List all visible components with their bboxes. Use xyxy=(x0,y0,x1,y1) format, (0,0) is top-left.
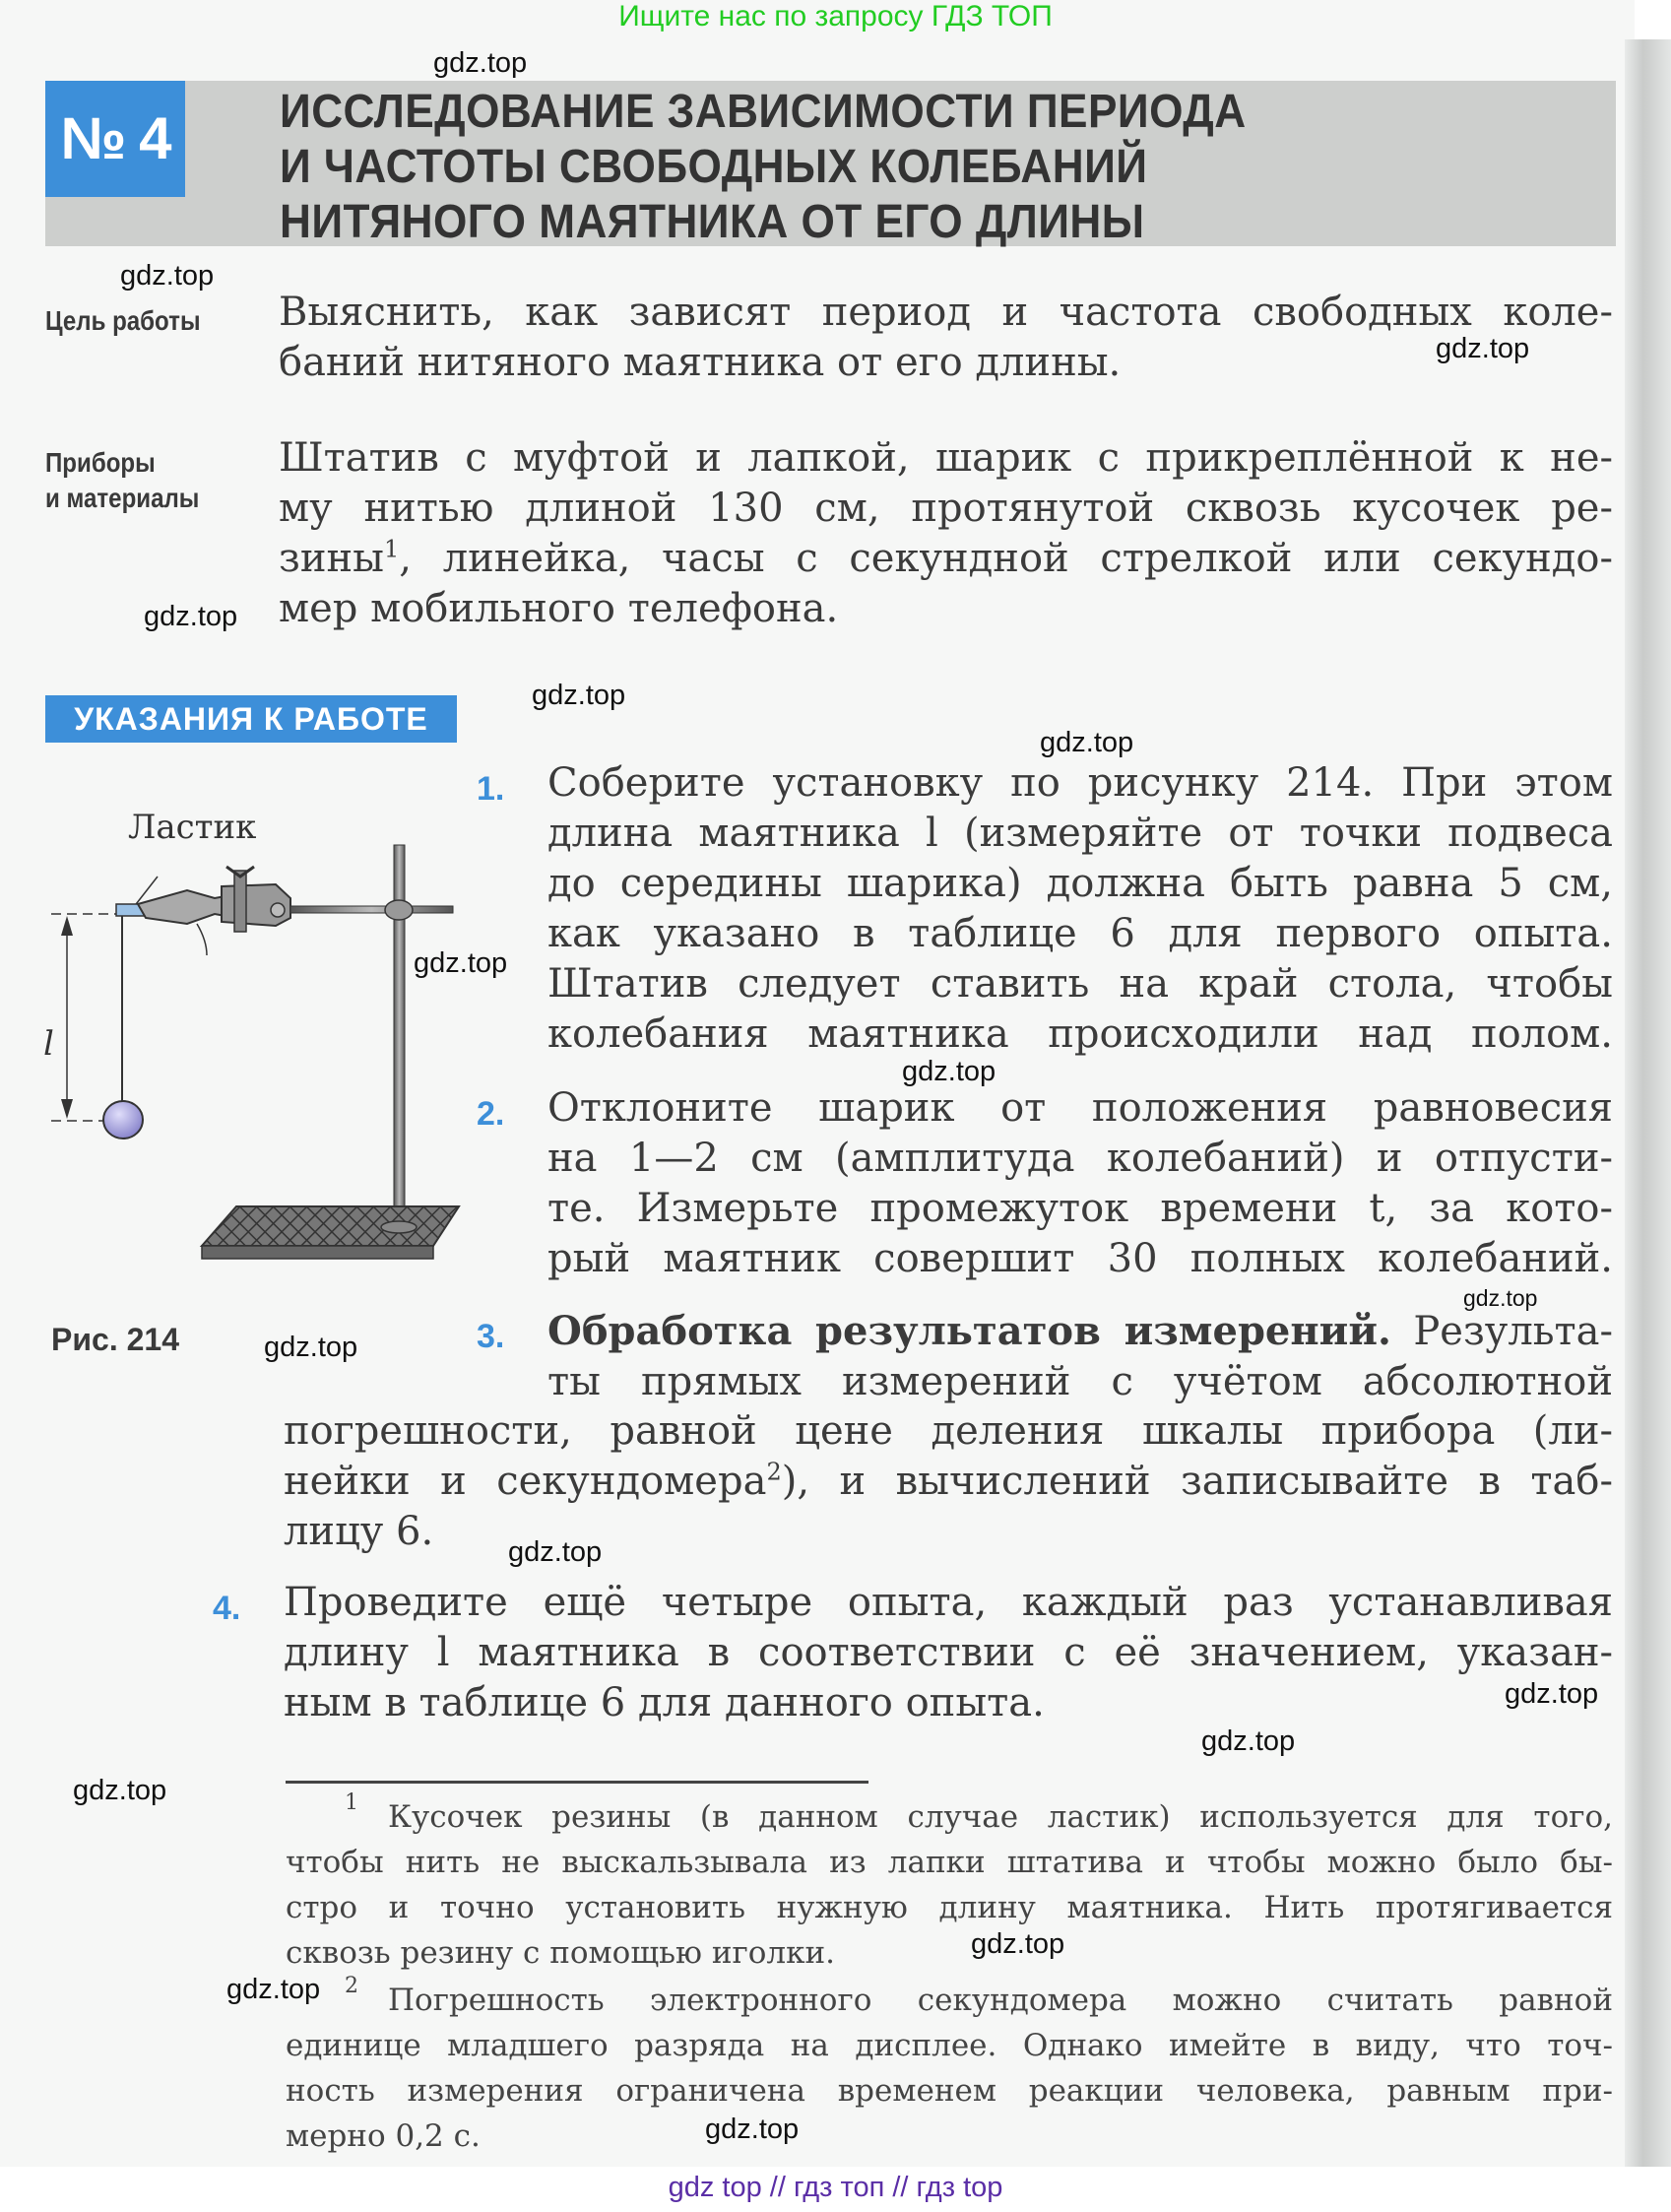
page-edge-shadow xyxy=(1625,39,1671,2167)
step-3-text-a xyxy=(547,1306,1613,1407)
equipment-line: му нитью длиной 130 см, протянутой сквозь кусочек ре- xyxy=(279,486,1613,531)
step-line: Штатив следует ставить на край стола, чтобы xyxy=(547,961,1613,1007)
footnote-ref-2[interactable]: 2 xyxy=(766,1458,782,1486)
step-4-text xyxy=(284,1578,1613,1728)
footnote-ref-1[interactable]: 1 xyxy=(383,535,400,563)
watermark: gdz.top xyxy=(532,680,626,711)
equipment-line: Штатив с муфтой и лапкой, шарик с прикреплённой к не- xyxy=(279,435,1613,481)
footnote-number: 2 xyxy=(345,1974,358,1998)
step-line: ным в таблице 6 для данного опыта. xyxy=(284,1680,1045,1725)
step-line xyxy=(284,1457,1613,1507)
goal-line: Выяснить, как зависят период и частота свободных коле- xyxy=(279,290,1613,335)
footnote-line: ность измерения ограничена временем реакции человека, равным при- xyxy=(286,2073,1613,2109)
instructions-section-title: УКАЗАНИЯ К РАБОТЕ xyxy=(45,695,457,743)
figure-caption: Рис. 214 xyxy=(51,1322,179,1357)
equipment-line xyxy=(279,534,1613,584)
equipment-text xyxy=(279,433,1613,634)
equipment-label-line: Приборы xyxy=(45,447,156,478)
watermark: gdz.top xyxy=(264,1332,358,1363)
watermark: gdz.top xyxy=(433,47,528,79)
goal-text xyxy=(279,288,1613,388)
top-banner: Ищите нас по запросу ГДЗ ТОП xyxy=(618,0,1053,33)
watermark: gdz.top xyxy=(508,1536,603,1568)
step-line: как указано в таблице 6 для первого опыта. xyxy=(547,911,1613,956)
watermark: gdz.top xyxy=(73,1775,167,1806)
footnote-line: Кусочек резины (в данном случае ластик) используется для того, xyxy=(388,1799,1613,1835)
footnote-line: стро и точно установить нужную длину маятника. Нить протягивается xyxy=(286,1890,1613,1925)
step-line: до середины шарика) должна быть равна 5 см, xyxy=(547,861,1613,906)
step-line: Проведите ещё четыре опыта, каждый раз устанавливая xyxy=(284,1580,1613,1625)
step-line: длина маятника l (измеряйте от точки подвеса xyxy=(547,811,1613,856)
equipment-fragment: зины xyxy=(279,536,384,581)
step-number: 2. xyxy=(477,1095,505,1133)
footnote-line: мерно 0,2 с. xyxy=(286,2118,481,2154)
footnote-divider xyxy=(286,1781,868,1784)
step-fragment: Результа- xyxy=(1390,1309,1613,1354)
step-line xyxy=(547,1306,1613,1357)
footnote-number: 1 xyxy=(345,1790,358,1815)
goal-line: баний нитяного маятника от его длины. xyxy=(279,340,1122,385)
goal-label: Цель работы xyxy=(45,305,201,336)
footnote-2 xyxy=(286,1978,1613,2159)
step-line: лицу 6. xyxy=(284,1509,434,1554)
bottom-banner: gdz top // гдз топ // гдз top xyxy=(668,2172,1003,2203)
watermark: gdz.top xyxy=(1040,727,1134,758)
watermark: gdz.top xyxy=(971,1928,1065,1960)
watermark: gdz.top xyxy=(1201,1725,1296,1757)
length-label: l xyxy=(43,1024,54,1064)
equipment-label xyxy=(45,445,199,516)
footnote-line: сквозь резину с помощью иголки. xyxy=(286,1935,836,1971)
step-line: те. Измерьте промежуток времени t, за кото- xyxy=(547,1186,1613,1231)
step-number: 1. xyxy=(477,770,505,808)
step-line: на 1—2 см (амплитуда колебаний) и отпусти- xyxy=(547,1136,1613,1181)
watermark: gdz.top xyxy=(226,1974,321,2005)
step-1-text xyxy=(547,758,1613,1060)
footnote-line: единице младшего разряда на дисплее. Однако имейте в виду, что точ- xyxy=(286,2028,1613,2063)
watermark: gdz.top xyxy=(144,601,238,632)
equipment-label-line: и материалы xyxy=(45,483,200,513)
step-line: Отклоните шарик от положения равновесия xyxy=(547,1085,1613,1131)
step-number: 4. xyxy=(213,1590,241,1627)
watermark: gdz.top xyxy=(414,947,508,979)
lab-number-badge: № 4 xyxy=(45,81,185,197)
step-2-text xyxy=(547,1083,1613,1284)
footnote-line: чтобы нить не выскальзывала из лапки штатива и чтобы можно было бы- xyxy=(286,1845,1613,1880)
watermark: gdz.top xyxy=(902,1056,996,1087)
step-fragment: нейки и секундомера xyxy=(284,1459,767,1504)
step-line: длину l маятника в соответствии с её значением, указан- xyxy=(284,1630,1613,1675)
watermark: gdz.top xyxy=(1505,1678,1599,1710)
title-line: И ЧАСТОТЫ СВОБОДНЫХ КОЛЕБАНИЙ xyxy=(280,141,1148,193)
watermark: gdz.top xyxy=(120,260,215,292)
page-title xyxy=(280,85,1247,250)
pendulum-stand-illustration xyxy=(39,788,463,1310)
figure-214 xyxy=(39,788,463,1310)
equipment-fragment: , линейка, часы с секундной стрелкой или секундо- xyxy=(399,536,1613,581)
eraser-label: Ластик xyxy=(128,808,257,847)
watermark: gdz.top xyxy=(1463,1285,1538,1311)
step-line: Соберите установку по рисунку 214. При этом xyxy=(547,760,1613,806)
step-number: 3. xyxy=(477,1318,505,1355)
equipment-line: мер мобильного телефона. xyxy=(279,586,839,631)
step-3-text-b xyxy=(284,1406,1613,1557)
watermark: gdz.top xyxy=(705,2114,800,2145)
watermark: gdz.top xyxy=(1436,333,1530,364)
footnote-line: Погрешность электронного секундомера можно считать равной xyxy=(388,1983,1613,2018)
step-line: колебания маятника происходили над полом. xyxy=(547,1011,1613,1057)
step-line: ты прямых измерений с учётом абсолютной xyxy=(547,1359,1613,1404)
step-fragment: ), и вычислений записывайте в таб- xyxy=(781,1459,1614,1504)
step-line: рый маятник совершит 30 полных колебаний. xyxy=(547,1236,1613,1281)
title-line: ИССЛЕДОВАНИЕ ЗАВИСИМОСТИ ПЕРИОДА xyxy=(280,86,1247,138)
title-line: НИТЯНОГО МАЯТНИКА ОТ ЕГО ДЛИНЫ xyxy=(280,196,1145,248)
step-bold-lead: Обработка результатов измерений. xyxy=(547,1308,1391,1354)
footnote-1 xyxy=(286,1794,1613,1976)
step-line: погрешности, равной цене деления шкалы прибора (ли- xyxy=(284,1408,1613,1454)
